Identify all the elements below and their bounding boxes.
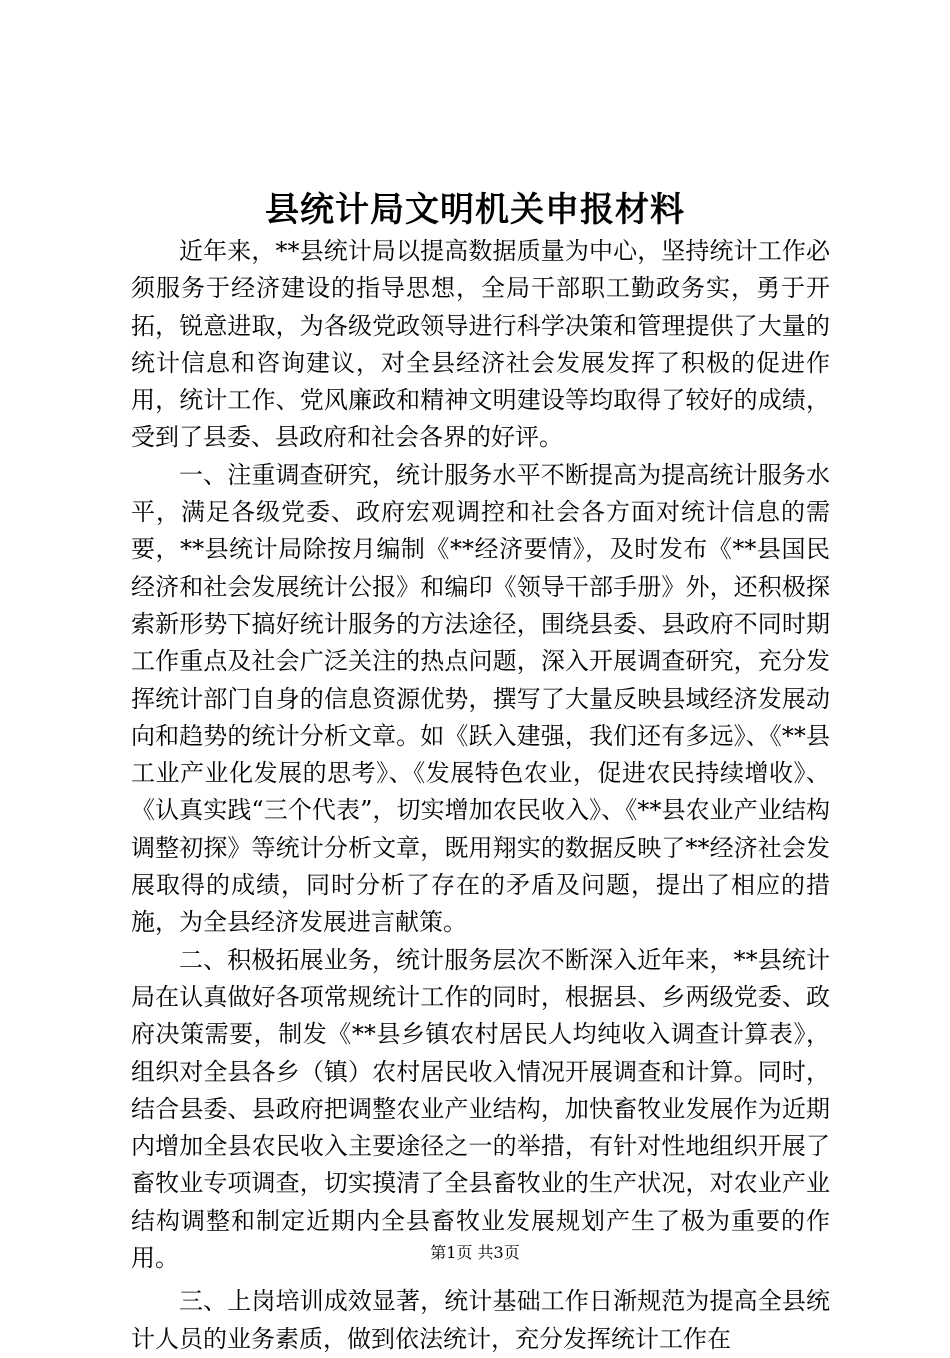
document-title: 县统计局文明机关申报材料 (265, 190, 685, 230)
page-footer: 第1页 共3页 (430, 1243, 520, 1262)
document-body (131, 233, 830, 1358)
paragraph-section-3: 三、上岗培训成效显著，统计基础工作日渐规范为提高全县统计人员的业务素质，做到依法统计，充分发挥统计工作在 (131, 1287, 830, 1353)
paragraph-intro: 近年来，**县统计局以提高数据质量为中心，坚持统计工作必须服务于经济建设的指导思想，全局干部职工勤政务实，勇于开拓，锐意进取，为各级党政领导进行科学决策和管理提供了大量的统计信息和咨询建议，对全县经济社会发展发挥了积极的促进作用，统计工作、党风廉政和精神文明建设等均取得了较好的成绩，受到了县委、县政府和社会各界的好评。 (131, 237, 830, 452)
paragraph-section-1: 一、注重调查研究，统计服务水平不断提高为提高统计服务水平，满足各级党委、政府宏观调控和社会各方面对统计信息的需要，**县统计局除按月编制《**经济要情》，及时发布《**县国民经济和社会发展统计公报》和编印《领导干部手册》外，还积极探索新形势下搞好统计服务的方法途径，围绕县委、县政府不同时期工作重点及社会广泛关注的热点问题，深入开展调查研究，充分发挥统计部门自身的信息资源优势，撰写了大量反映县域经济发展动向和趋势的统计分析文章。如《跃入建强，我们还有多远》、《**县工业产业化发展的思考》、《发展特色农业，促进农民持续增收》、《认真实践“三个代表”，切实增加农民收入》、《**县农业产业结构调整初探》等统计分析文章，既用翔实的数据反映了**经济社会发展取得的成绩，同时分析了存在的矛盾及问题，提出了相应的措施，为全县经济发展进言献策。 (131, 460, 830, 937)
paragraph-section-2: 二、积极拓展业务，统计服务层次不断深入近年来，**县统计局在认真做好各项常规统计工作的同时，根据县、乡两级党委、政府决策需要，制发《**县乡镇农村居民人均纯收入调查计算表》，组织对全县各乡（镇）农村居民收入情况开展调查和计算。同时，结合县委、县政府把调整农业产业结构，加快畜牧业发展作为近期内增加全县农民收入主要途径之一的举措，有针对性地组织开展了畜牧业专项调查，切实摸清了全县畜牧业的生产状况，对农业产业结构调整和制定近期内全县畜牧业发展规划产生了极为重要的作用。 (131, 945, 830, 1273)
